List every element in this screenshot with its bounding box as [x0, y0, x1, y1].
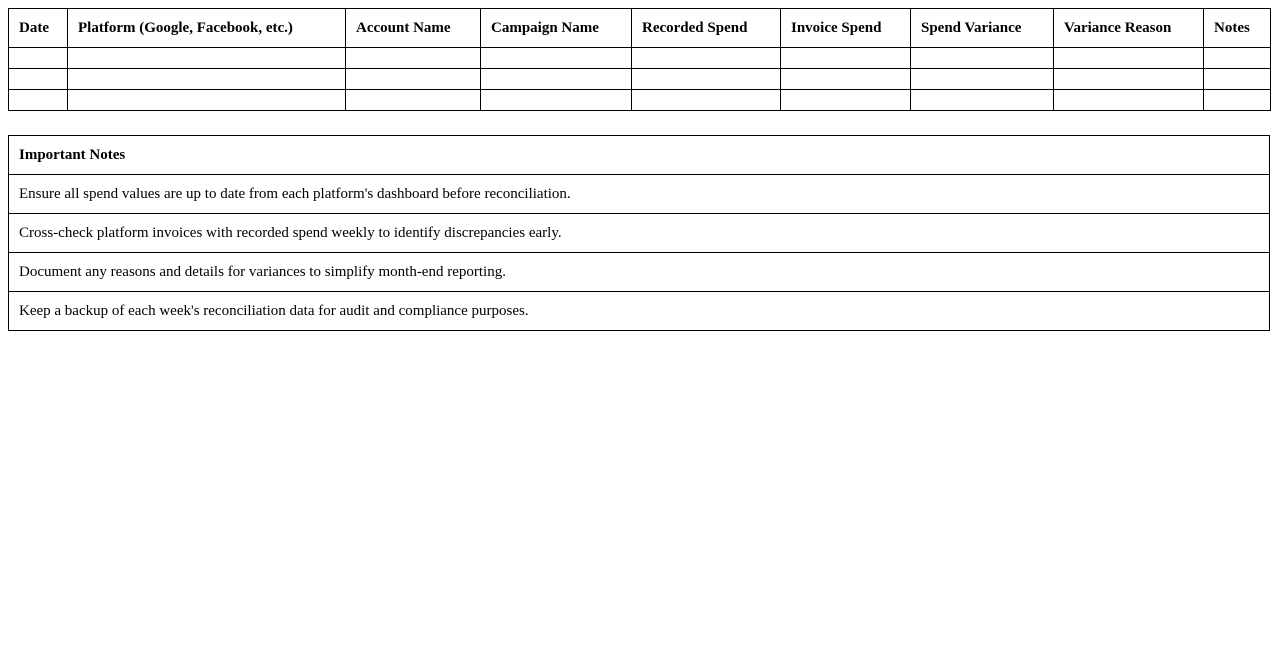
note-item: Cross-check platform invoices with recorded spend weekly to identify discrepancies early. — [9, 213, 1269, 252]
reconciliation-table — [8, 8, 1271, 111]
cell-campaign-name[interactable] — [481, 69, 632, 90]
page-content — [8, 8, 1270, 331]
table-row — [9, 90, 1271, 111]
cell-variance-reason[interactable] — [1054, 90, 1204, 111]
notes-title: Important Notes — [19, 147, 126, 163]
header-recorded-spend: Recorded Spend — [632, 9, 781, 48]
cell-invoice-spend[interactable] — [781, 90, 911, 111]
cell-platform[interactable] — [68, 48, 346, 69]
header-variance-reason: Variance Reason — [1054, 9, 1204, 48]
cell-invoice-spend[interactable] — [781, 48, 911, 69]
cell-variance-reason[interactable] — [1054, 48, 1204, 69]
cell-campaign-name[interactable] — [481, 48, 632, 69]
cell-variance-reason[interactable] — [1054, 69, 1204, 90]
header-invoice-spend: Invoice Spend — [781, 9, 911, 48]
cell-spend-variance[interactable] — [911, 48, 1054, 69]
cell-recorded-spend[interactable] — [632, 48, 781, 69]
cell-notes[interactable] — [1204, 69, 1271, 90]
header-campaign-name: Campaign Name — [481, 9, 632, 48]
table-row — [9, 48, 1271, 69]
table-row — [9, 69, 1271, 90]
note-item: Ensure all spend values are up to date from each platform's dashboard before reconciliation. — [9, 174, 1269, 213]
header-date: Date — [9, 9, 68, 48]
cell-date[interactable] — [9, 90, 68, 111]
cell-date[interactable] — [9, 69, 68, 90]
cell-notes[interactable] — [1204, 90, 1271, 111]
cell-campaign-name[interactable] — [481, 90, 632, 111]
cell-spend-variance[interactable] — [911, 90, 1054, 111]
note-item: Keep a backup of each week's reconciliation data for audit and compliance purposes. — [9, 291, 1269, 330]
cell-account-name[interactable] — [346, 69, 481, 90]
header-notes: Notes — [1204, 9, 1271, 48]
cell-account-name[interactable] — [346, 48, 481, 69]
cell-date[interactable] — [9, 48, 68, 69]
cell-notes[interactable] — [1204, 48, 1271, 69]
cell-spend-variance[interactable] — [911, 69, 1054, 90]
cell-platform[interactable] — [68, 90, 346, 111]
cell-invoice-spend[interactable] — [781, 69, 911, 90]
important-notes-box — [8, 135, 1270, 331]
cell-recorded-spend[interactable] — [632, 69, 781, 90]
header-spend-variance: Spend Variance — [911, 9, 1054, 48]
cell-recorded-spend[interactable] — [632, 90, 781, 111]
cell-account-name[interactable] — [346, 90, 481, 111]
table-header-row — [9, 9, 1271, 48]
note-item: Document any reasons and details for variances to simplify month-end reporting. — [9, 252, 1269, 291]
cell-platform[interactable] — [68, 69, 346, 90]
header-account-name: Account Name — [346, 9, 481, 48]
header-platform: Platform (Google, Facebook, etc.) — [68, 9, 346, 48]
